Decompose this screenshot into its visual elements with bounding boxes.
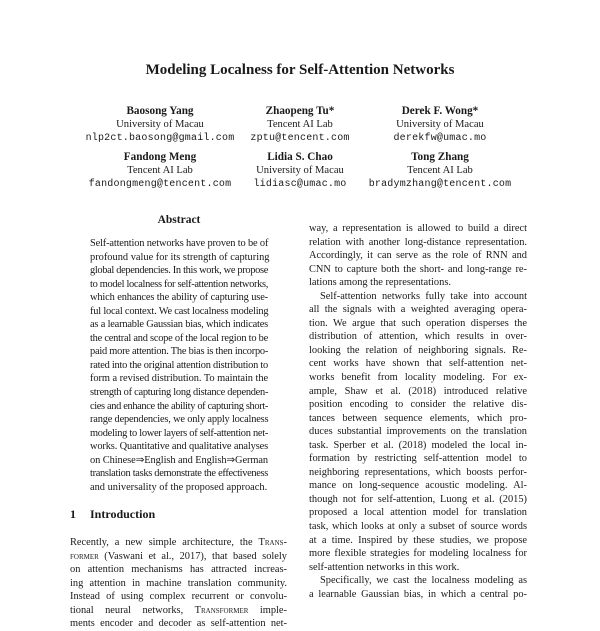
section-heading bbox=[70, 507, 155, 522]
text-line: though not for self-attention, Luong et al. (2015) bbox=[309, 493, 527, 505]
text-line: duces substantial improvements on the translation bbox=[309, 426, 527, 438]
text-line: all the signals with a weighted averaging opera- bbox=[309, 304, 527, 316]
text-line: Accordingly, it can serve as the role of RNN and bbox=[309, 250, 527, 262]
text-line: on Chinese⇒English and English⇒German bbox=[90, 454, 269, 466]
text-segment: (Vaswani et al., 2017), that based solely bbox=[98, 550, 287, 562]
author-affiliation: University of Macau bbox=[116, 119, 204, 130]
text-line: formation by restricting self-attention model to bbox=[309, 453, 527, 465]
small-caps-text: Trans- bbox=[258, 537, 287, 548]
text-segment: ing attention in machine translation community. bbox=[70, 577, 287, 589]
text-line: Self-attention networks have proven to be of bbox=[90, 238, 269, 249]
text-line: Self-attention networks fully take into account bbox=[320, 290, 527, 302]
text-line: self-attention networks in this work. bbox=[309, 561, 460, 573]
author-affiliation: Tencent AI Lab bbox=[267, 119, 333, 130]
text-line: profound value for its strength of capturing bbox=[90, 251, 270, 263]
text-line: task, which looks at only a subset of source words bbox=[309, 521, 527, 533]
author-name: Fandong Meng bbox=[123, 151, 197, 163]
text-line bbox=[70, 563, 287, 577]
text-line: way, a representation is allowed to build a direct bbox=[309, 223, 527, 234]
text-segment: Instead of using complex recurrent or convolu- bbox=[70, 591, 287, 603]
text-line: works. Quantitative and qualitative analyses bbox=[90, 441, 268, 453]
text-line: ful local context. We cast localness modeling bbox=[90, 305, 269, 317]
text-line: range dependencies, we only apply localness bbox=[90, 414, 269, 426]
author-email[interactable]: derekfw@umac.mo bbox=[393, 133, 487, 144]
text-line: the central and scope of the local region to be bbox=[90, 332, 268, 344]
text-line: tion. We argue that such operation disperses the bbox=[309, 317, 527, 329]
author-email[interactable]: zptu@tencent.com bbox=[250, 133, 350, 144]
text-line: paid more attention. The bias is then incorpo- bbox=[90, 346, 269, 358]
text-line: position encoding to consider the relative dis- bbox=[309, 399, 527, 411]
text-segment: tional neural networks, bbox=[70, 604, 195, 616]
text-line bbox=[70, 577, 287, 591]
text-segment: ments encoder and decoder as self-attention net- bbox=[70, 618, 287, 630]
abstract-body bbox=[90, 237, 268, 494]
text-line: lations among the representations. bbox=[309, 277, 451, 289]
text-line: relation with another long-distance representation. bbox=[309, 236, 527, 248]
text-line bbox=[70, 617, 287, 631]
section-number: 1 bbox=[70, 507, 76, 521]
author-email[interactable]: fandongmeng@tencent.com bbox=[88, 179, 232, 190]
text-line: which enhances the ability of capturing use- bbox=[90, 292, 268, 304]
text-segment: imple- bbox=[248, 604, 287, 616]
text-line: at a time. Inspired by these studies, we propose bbox=[309, 534, 527, 546]
text-segment: on attention mechanisms has attracted increas- bbox=[70, 564, 287, 576]
text-segment: Recently, a new simple architecture, the bbox=[70, 537, 259, 548]
text-line: rated into the original attention distribution to bbox=[90, 359, 268, 371]
text-line: mance on long-sequence acoustic modeling. Al- bbox=[309, 480, 527, 492]
text-line: distribution of attention, which results in over- bbox=[309, 331, 527, 343]
text-line: more flexible strategies for modeling localness for bbox=[309, 548, 527, 560]
text-line: global dependencies. In this work, we propose bbox=[90, 265, 268, 277]
text-line: neighboring representations, which boosts perfor- bbox=[309, 466, 527, 478]
author-name: Derek F. Wong* bbox=[401, 105, 479, 117]
text-line: a learnable Gaussian bias, in which a central po- bbox=[309, 588, 527, 600]
section-title: Introduction bbox=[90, 507, 156, 521]
author-affiliation: Tencent AI Lab bbox=[127, 165, 193, 176]
author-name: Baosong Yang bbox=[126, 105, 194, 117]
author-name: Lidia S. Chao bbox=[267, 151, 333, 163]
text-line: as a learnable Gaussian bias, which indicates bbox=[90, 319, 268, 331]
text-line bbox=[70, 590, 287, 604]
author-name: Tong Zhang bbox=[411, 151, 469, 163]
text-line: cent works have shown that self-attention net- bbox=[309, 358, 527, 370]
text-line: form a revised distribution. To maintain the bbox=[90, 373, 268, 385]
text-line: CNN to capture both the short- and long-range re- bbox=[309, 263, 527, 275]
abstract-heading: Abstract bbox=[157, 214, 201, 226]
text-line: cies and enhance the ability of capturing short- bbox=[90, 400, 268, 412]
text-line: works benefit from locality modeling. For ex- bbox=[309, 372, 527, 384]
text-line bbox=[70, 604, 287, 618]
text-line: proposed a local attention model for translation bbox=[309, 507, 527, 519]
text-line: looking the relation of neighboring signals. Re- bbox=[309, 344, 527, 356]
text-line bbox=[70, 550, 287, 564]
intro-body bbox=[70, 536, 287, 631]
author-email[interactable]: lidiasc@umac.mo bbox=[253, 179, 347, 190]
text-line: tances between sequence elements, which pro- bbox=[309, 412, 527, 424]
small-caps-text: former bbox=[70, 550, 99, 562]
small-caps-text: Transformer bbox=[194, 604, 249, 616]
author-block bbox=[355, 150, 525, 192]
author-affiliation: University of Macau bbox=[396, 119, 484, 130]
text-line bbox=[70, 536, 287, 550]
text-line: to model localness for self-attention networks, bbox=[90, 278, 268, 290]
text-line: modeling to lower layers of self-attention net- bbox=[90, 427, 269, 439]
author-affiliation: Tencent AI Lab bbox=[407, 165, 473, 176]
text-line: translation tasks demonstrate the effectiveness bbox=[90, 468, 268, 480]
right-column-body bbox=[309, 222, 527, 601]
author-email[interactable]: bradymzhang@tencent.com bbox=[368, 179, 512, 190]
paper-title: Modeling Localness for Self-Attention Networks bbox=[145, 62, 455, 78]
text-line: ample, Shaw et al. (2018) introduced relative bbox=[309, 385, 527, 397]
text-line: task. Sperber et al. (2018) modeled the local in- bbox=[309, 439, 527, 451]
author-affiliation: University of Macau bbox=[256, 165, 344, 176]
author-name: Zhaopeng Tu* bbox=[265, 105, 335, 117]
author-email[interactable]: nlp2ct.baosong@gmail.com bbox=[85, 133, 235, 144]
text-line: and universality of the proposed approach. bbox=[90, 481, 268, 493]
author-block bbox=[355, 104, 525, 146]
text-line: strength of capturing long distance dependen- bbox=[90, 387, 269, 399]
text-line: Specifically, we cast the localness modeling as bbox=[320, 575, 527, 587]
